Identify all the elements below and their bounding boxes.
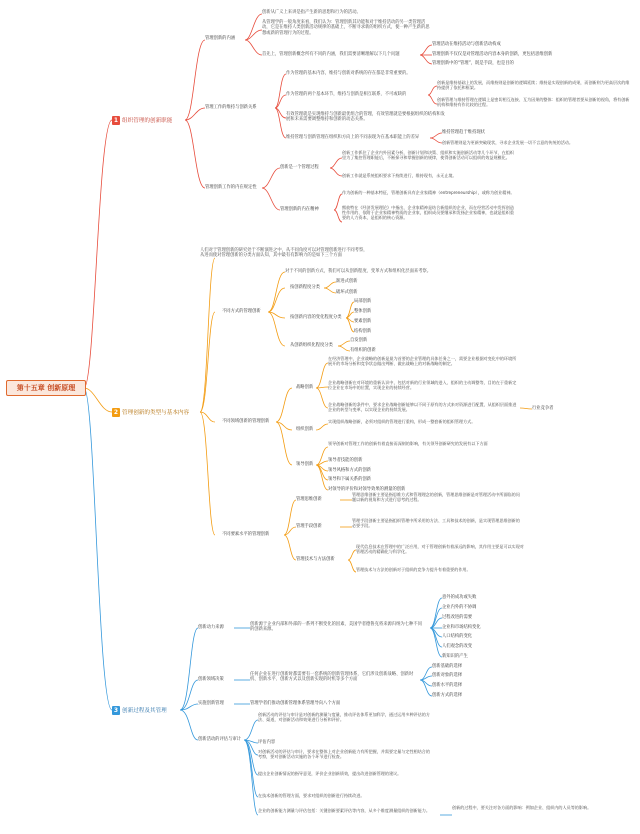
topic-text: 管理技术与方法的创新对于组织的竞争力提升有着重要的作用。 (356, 567, 471, 572)
leaf-node: 结构创新 (354, 329, 372, 334)
topic-text: 作为创新的一种基本特征，管理创新具有企业家精神（entrepreneurship），或称为创业精神。 (342, 190, 515, 195)
topic-text: 作为管理的基本内容，维持与创新对系统的存在都是非常重要的。 (286, 71, 411, 76)
topic-node[interactable]: 创新活动的评估与审计 (198, 737, 241, 742)
leaf-node: 维持管理趋于维持现状 (442, 130, 485, 135)
topic-node[interactable]: 不同领域创新的管理创新 (222, 419, 270, 424)
topic-text: 创新管理与维持管理在逻辑上是密切相互连接、互为因果的整体：组织的管理者要从创新的视角，将有创新机构和维持有作比较的过程。 (437, 97, 630, 108)
branch-3-node[interactable] (112, 705, 167, 715)
leaf-node: 行业竞争者 (532, 406, 554, 411)
leaf-node: 管理活动在维持活动与创新活动构成 (432, 42, 501, 47)
topic-node[interactable]: 组织创新 (296, 427, 314, 432)
topic-node[interactable]: 管理创新的内在精神 (280, 207, 319, 212)
branch-label: 管理创新的类型与基本内容 (122, 410, 190, 416)
branch-label: 创新过程及其管理 (122, 708, 167, 714)
topic-text: 企业战略创新的条件中，要求企业战略创新能够以不同于原有的方式来对资源进行配置，从组织层面推进企业的转型与变革，以实现企业的持续发展。 (328, 402, 517, 413)
topic-node[interactable]: 管理工作的维持与创新关系 (205, 105, 257, 110)
topic-text: 作为管理的两个基本环节，维持与创新是相互联系、不可或缺的 (286, 92, 407, 97)
leaf-node: 创新对象的选择 (432, 673, 463, 678)
topic-node[interactable]: 不同方式的管理创新 (222, 309, 261, 314)
topic-text: 领导创新对管理工作的创新有着直接而深刻的影响，有关领导创新研究的发展有以下方面 (328, 441, 488, 446)
topic-text: 企业的创新能力测量与评估包括：关键创新要素评估等内容，从多个维度测量组织的创新能力。 (258, 808, 430, 813)
topic-text: 创新从广义上来讲是指产生新的思想和行为的活动。 (262, 10, 361, 15)
topic-text: 评估内容 (258, 740, 276, 745)
leaf-node: 过程改进的需要 (442, 615, 473, 620)
branch-number-badge: 2 (113, 408, 119, 416)
topic-text: 对于不同的创新方式，我们可以从创新程度、变革方式和组织化层面来考察。 (285, 269, 432, 274)
leaf-node: 管理创新不仅仅是对管理活动内容本身的创新，更包括思维创新 (432, 52, 553, 57)
leaf-node: 自发创新 (350, 338, 368, 343)
topic-node[interactable]: 创新领域决策 (198, 677, 224, 682)
topic-text: 提出企业创新情况的指导意见，评价企业创新绩效，提出改进创新管理的建议。 (258, 771, 402, 776)
topic-node[interactable]: 不同要素水平的管理创新 (222, 532, 270, 537)
leaf-node: 创新基础的选择 (432, 664, 463, 669)
leaf-node: 意外的成功或失败 (442, 595, 477, 600)
leaf-node: 领导者技能的创新 (328, 458, 363, 463)
leaf-node: 领导风格和方式的创新 (328, 468, 371, 473)
branch-number-badge: 1 (113, 116, 119, 124)
topic-text: 人们对于管理创新的研究处于不断演进之中，从不同角度可以对管理创新进行不同考察，从进而使对管理创新的分类方面认知，其中最有有影响力的是如下三个方面 (200, 248, 368, 259)
leaf-node: 有组织的创新 (350, 348, 376, 353)
topic-text: 创新源于企业内部和外部的一系列不断变化的因素，美国学者德鲁克将来源归纳为七种不同的创新来源。 (250, 622, 422, 633)
leaf-node: 管理创新中的“管理”，既是手段，也是目的 (432, 61, 514, 66)
topic-text: 任何企业在进行创新时都需要有一套系统的创新管理体系，它们涉及创新战略、创新时机、创新水平、创新方式以及创新实现的时机等多个方面 (250, 672, 414, 683)
topic-text: 熊彼特在《经济发展理论》中指出，企业家精神是结合新组织的企业，而在经营活动中发挥创造性作用的、依附于企业家精神特质的企业家，组织成员要继承和发扬企业家精神，也就是组织重要的人力资本，是组织的核心资源。 (342, 205, 514, 221)
topic-text: 企业战略创新在对环境的重新认识中，包括对新的行业领域的进入、组织的主动调整等，目的在于重新定位企业在市场中的位置，实现企业的持续经营。 (328, 380, 517, 391)
topic-node[interactable]: 管理手段创新 (296, 524, 322, 529)
root-node[interactable]: 第十五章 创新原理 (6, 380, 86, 396)
leaf-node: 企业内外的不协调 (442, 605, 477, 610)
topic-text: 从管理学的一般角度来看，我们认为：管理创新其功能和对于维持活动的另一类管理活动，它是在维持人类创新活动规律的基础上，不断寻求新的组织方式，使一种产生新的思想或新的管理行为的过程。 (262, 20, 430, 36)
leaf-node: 创新方式的选择 (432, 693, 463, 698)
leaf-node: 渐进式创新 (336, 279, 358, 284)
branch-label: 组织管理的创新职能 (122, 118, 173, 124)
topic-text: 对创新活动的评估与审计，要求在整体上对企业创新能力有所把握，并需要定量与定性相结合的考察，要对创新活动实施的各个环节进行检查。 (258, 749, 430, 760)
topic-node[interactable]: 管理技术与方法创新 (296, 557, 335, 562)
topic-text: 维持管理与创新管理在组织和方向上的不同表现为在基本职能上的差异 (286, 135, 420, 140)
leaf-node: 破坏式创新 (336, 290, 358, 295)
topic-node[interactable]: 管理创新工作的内在规定性 (205, 185, 257, 190)
topic-text: 创新工作抓住了企业内外因素分析，创新计划和决策、组织和实施创新活动等几个环节，在组织里为了集控管理职能后，不断探寻和掌握创新的规律，使得创新活动可以组织的效益规模化。 (342, 150, 514, 161)
leaf-node: 新知识的产生 (442, 654, 468, 659)
topic-text: 在经济管理中，企业战略的创新是最为首要的企业管理的具体任务之一，需要企业根据对变化中的环境所展开的市场分析和竞争状态做出判断、做出战略上的对新战略的制定。 (328, 356, 517, 367)
leaf-node: 领导和下属关系的创新 (328, 477, 371, 482)
topic-text: 在技术创新的管理方面，要求对组织的创新进行持续改进。 (258, 793, 365, 798)
topic-node[interactable]: 按创新内容的变化程度分类 (290, 315, 342, 320)
topic-text: 现代信息技术在管理中的广泛应用，对于管理创新有着深远的影响，其作用主要是可以实现对管理活动的精确化与科学化。 (356, 544, 524, 555)
topic-node[interactable]: 实施创新管理 (198, 701, 224, 706)
topic-node[interactable]: 按创新程度分类 (290, 285, 321, 290)
branch-2-node[interactable] (112, 407, 189, 417)
topic-text: 创新的过程中，要关注对各方面的影响：例如企业、组织内的人员等的影响。 (452, 805, 592, 810)
leaf-node: 局部创新 (354, 299, 372, 304)
topic-text: 实现组织战略创新，必须对组织的管理进行重构，形成一整套新的组织管理方式。 (328, 419, 476, 424)
topic-node[interactable]: 管理思维创新 (296, 497, 322, 502)
leaf-node: 创新水平的选择 (432, 683, 463, 688)
topic-text: 管理手段创新主要是指组织管理中所采用的方法、工具和技术的创新，是实现管理思维创新的必要手段。 (352, 518, 520, 529)
topic-node[interactable]: 创新动力来源 (198, 625, 224, 630)
topic-text: 创新活动的评估与审计是对创新的测量与度量，推动评估体系更加科学，通过运用多种评估的方法、渠道，对创新活动和效果进行分析和评价。 (258, 712, 430, 723)
topic-node[interactable]: 创新是一个管理过程 (280, 165, 319, 170)
leaf-node: 要素创新 (354, 319, 372, 324)
topic-node[interactable]: 从创新组织化程度分类 (290, 343, 333, 348)
topic-text: 有效管理就是实现维持与创新最优组合的管理，有效管理就是要根据组织的结构和发展和未来需要调整维持和创新的动态关系。 (286, 112, 445, 123)
topic-text: 首先上，管理创新概念所有不同的内涵，我们需要清晰理解以下几个问题 (262, 52, 400, 57)
branch-1-node[interactable] (112, 115, 172, 125)
topic-text: 管理思维创新主要是指思维方式和管理理念的创新，管理思维创新是对管理活动中所面临的问题以新的视角和方式进行思考的过程。 (352, 492, 520, 503)
leaf-node: 对领导的评价和对领导效果的测量的创新 (328, 487, 406, 492)
leaf-node: 创新管理则是为更新突破现状，寻求企业发展一切不言意的传统的活动。 (442, 140, 573, 145)
topic-node[interactable]: 管理创新的内涵 (205, 36, 236, 41)
branch-number-badge: 3 (113, 706, 119, 714)
leaf-node: 人口结构的变化 (442, 634, 473, 639)
leaf-node: 企业和市场结构变化 (442, 625, 481, 630)
leaf-node: 人们观念的改变 (442, 644, 473, 649)
topic-text: 创新是维持基础上的发展，而维持则是创新的逻辑延续；维持是实现创新的成果，而创新则为更高层次的维持提供了依托和框架。 (437, 80, 630, 91)
topic-node[interactable]: 领导创新 (296, 462, 314, 467)
topic-node[interactable]: 战略创新 (296, 385, 314, 390)
topic-text: 创新工作就是系统组织要求下持续进行，维持现有，永无止境。 (342, 173, 457, 178)
leaf-node: 整体创新 (354, 309, 372, 314)
topic-text: 管理学者们推动创新管理体系管理导向八个方面 (250, 701, 341, 706)
